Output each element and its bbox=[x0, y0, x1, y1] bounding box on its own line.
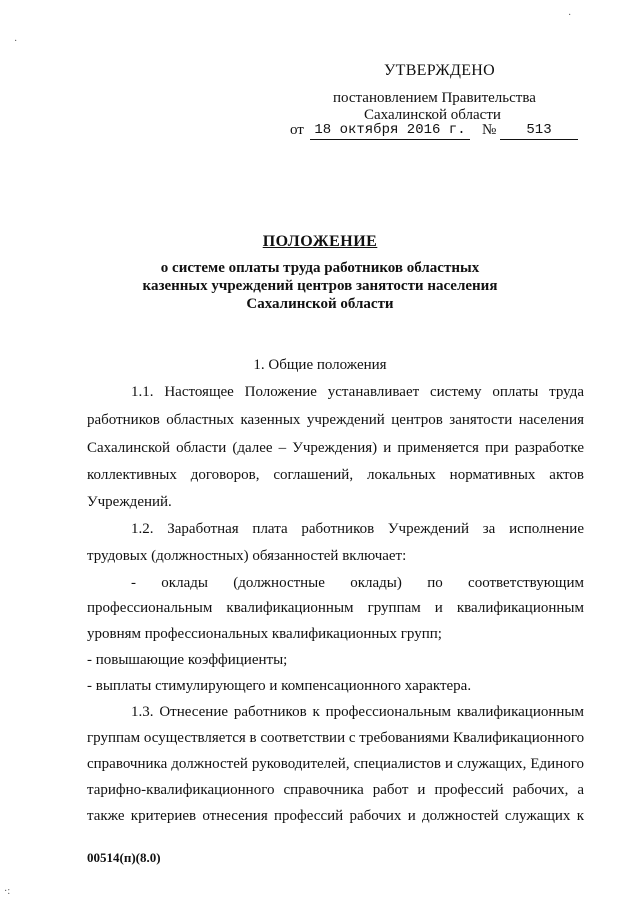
body-line: коллективных договоров, соглашений, локальных нормативных актов bbox=[87, 467, 584, 483]
body-line: - выплаты стимулирующего и компенсационного характера. bbox=[87, 678, 472, 694]
body-line: Сахалинской области (далее – Учреждения) и применяется при разработке bbox=[87, 440, 584, 456]
document-subtitle-1: о системе оплаты труда работников областных bbox=[160, 260, 480, 276]
body-line: 1.1. Настоящее Положение устанавливает систему оплаты труда bbox=[131, 384, 584, 400]
section-heading: 1. Общие положения bbox=[253, 357, 387, 373]
document-subtitle-3: Сахалинской области bbox=[246, 296, 394, 312]
decree-date: 18 октября 2016 г. bbox=[310, 122, 470, 140]
body-line: Учреждений. bbox=[87, 494, 172, 510]
approved-heading: УТВЕРЖДЕНО bbox=[384, 62, 496, 79]
body-line: 1.3. Отнесение работников к профессиональным квалификационным bbox=[131, 704, 584, 720]
from-label: от bbox=[290, 122, 304, 138]
scan-mark: · bbox=[14, 36, 18, 47]
document-title: ПОЛОЖЕНИЕ bbox=[262, 233, 378, 250]
body-line: работников областных казенных учреждений центров занятости населения bbox=[87, 412, 584, 428]
body-line: 1.2. Заработная плата работников Учреждений за исполнение bbox=[131, 521, 584, 537]
footer-code: 00514(п)(8.0) bbox=[87, 850, 161, 865]
body-line: трудовых (должностных) обязанностей включает: bbox=[87, 548, 407, 564]
body-line: тарифно-квалификационного справочника работ и профессий рабочих, а bbox=[87, 782, 584, 798]
body-line: также критериев отнесения профессий рабочих и должностей служащих к bbox=[87, 808, 584, 824]
scan-mark: · bbox=[568, 10, 572, 21]
decree-line-1: постановлением Правительства bbox=[333, 90, 536, 106]
number-label: № bbox=[482, 122, 497, 138]
body-line: - оклады (должностные оклады) по соответствующим bbox=[131, 575, 584, 591]
body-line: уровням профессиональных квалификационных групп; bbox=[87, 626, 442, 642]
body-line: профессиональным квалификационным группам и квалификационным bbox=[87, 600, 584, 616]
decree-number: 513 bbox=[500, 122, 578, 140]
body-line: - повышающие коэффициенты; bbox=[87, 652, 288, 668]
scan-mark: ·: bbox=[4, 886, 11, 897]
body-line: группам осуществляется в соответствии с требованиями Квалификационного bbox=[87, 730, 585, 746]
decree-date-row bbox=[290, 122, 590, 142]
document-subtitle-2: казенных учреждений центров занятости населения bbox=[142, 278, 498, 294]
decree-line-2: Сахалинской области bbox=[364, 107, 501, 123]
body-line: справочника должностей руководителей, специалистов и служащих, Единого bbox=[87, 756, 584, 772]
